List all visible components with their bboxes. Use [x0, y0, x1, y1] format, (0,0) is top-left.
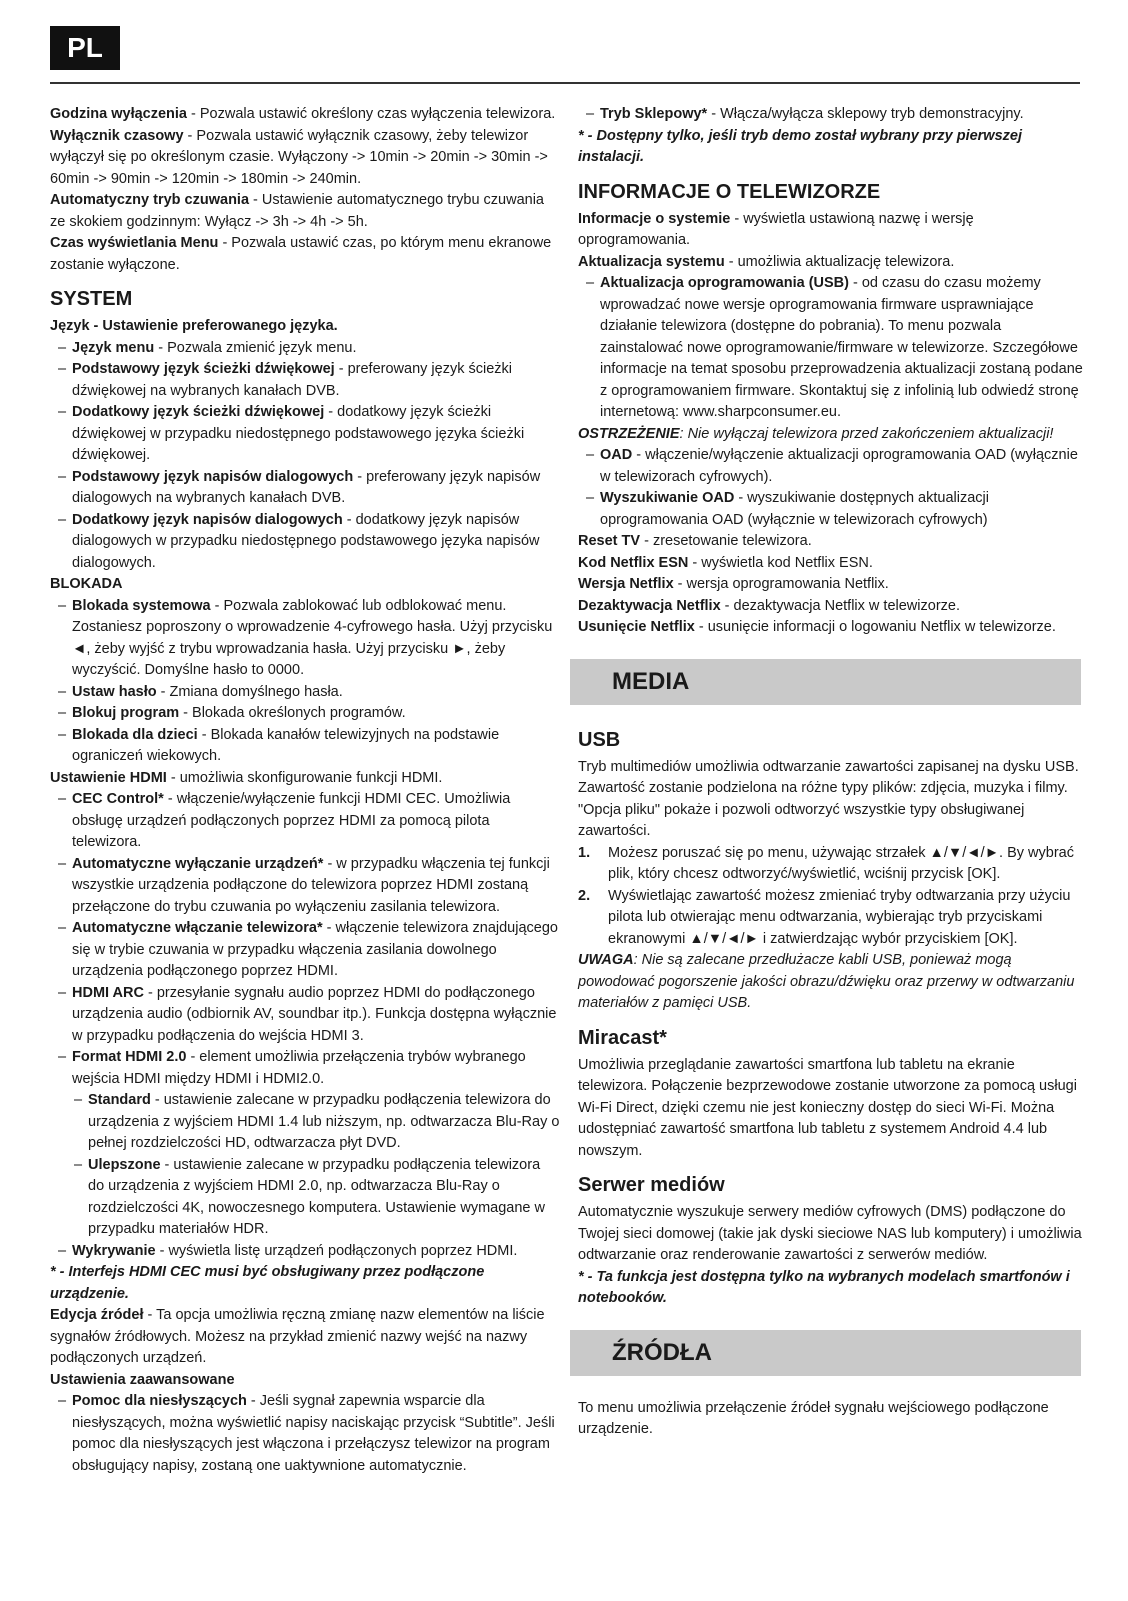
list-item: – OAD - włączenie/wyłączenie aktualizacji oprogramowania OAD (wyłącznie w telewizorach cyfrowych). — [578, 445, 1083, 488]
footnote: * - Ta funkcja jest dostępna tylko na wybranych modelach smartfonów i notebooków. — [578, 1268, 1070, 1306]
left-column — [50, 104, 560, 1477]
paragraph: Dezaktywacja Netflix - dezaktywacja Netflix w telewizorze. — [578, 597, 960, 614]
language-badge: PL — [50, 26, 120, 70]
list-item: – Podstawowy język napisów dialogowych - preferowany język napisów dialogowych na wybranych kanałach DVB. — [50, 467, 560, 510]
paragraph: Automatycznie wyszukuje serwery mediów cyfrowych (DMS) podłączone do Twojej sieci domowej (takie jak dyski sieciowe NAS lub komputery) i umożliwia odtwarzanie oraz renderowanie zawartości z serwerów mediów. — [578, 1204, 1082, 1263]
paragraph: Godzina wyłączenia - Pozwala ustawić określony czas wyłączenia telewizora. — [50, 106, 556, 122]
section-heading-media-server: Serwer mediów — [578, 1174, 725, 1196]
list-item: – Automatyczne wyłączanie urządzeń* - w przypadku włączenia tej funkcji wszystkie urządzenia podłączone do telewizora poprzez HDMI zostaną przełączone do trybu czuwania po wyłączeniu zasilania telewizora. — [50, 854, 560, 919]
paragraph: Czas wyświetlania Menu - Pozwala ustawić czas, po którym menu ekranowe zostanie wyłączone. — [50, 235, 552, 273]
list-subitem: – Standard - ustawienie zalecane w przypadku podłączenia telewizora do urządzenia z wyjściem HDMI 1.4 lub niższym, np. odtwarzacza Blu-Ray o pełnej rozdzielczości HD, odtwarzacza płyt DVD. — [50, 1090, 560, 1155]
header-divider — [50, 82, 1080, 84]
list-item: – Ustaw hasło - Zmiana domyślnego hasła. — [50, 682, 560, 704]
paragraph: Informacje o systemie - wyświetla ustawioną nazwę i wersję oprogramowania. — [578, 210, 974, 248]
list-item: – Wykrywanie - wyświetla listę urządzeń podłączonych poprzez HDMI. — [50, 1241, 560, 1263]
paragraph: Ustawienie HDMI - umożliwia skonfigurowanie funkcji HDMI. — [50, 769, 443, 786]
list-item: – Blokada dla dzieci - Blokada kanałów telewizyjnych na podstawie ograniczeń wiekowych. — [50, 725, 560, 768]
paragraph: Edycja źródeł - Ta opcja umożliwia ręczną zmianę nazw elementów na liście sygnałów źródłowych. Możesz na przykład zmienić nazwy wejść na nazwy podłączonych urządzeń. — [50, 1307, 545, 1366]
section-heading-usb: USB — [578, 728, 621, 751]
list-item: – Dodatkowy język ścieżki dźwiękowej - dodatkowy język ścieżki dźwiękowej w przypadku niedostępnego podstawowego języka ścieżki dźwiękowej. — [50, 402, 560, 467]
numbered-item: 2. Wyświetlając zawartość możesz zmieniać tryby odtwarzania przy użyciu pilota lub otwierając menu odtwarzania, wybierając tryb przyciskami ekranowymi ▲/▼/◄/► i zatwierdzając wybór przyciskiem [OK]. — [578, 887, 1071, 947]
paragraph: Tryb multimediów umożliwia odtwarzanie zawartości zapisanej na dysku USB. Zawartość zostanie podzielona na różne typy plików: zdjęcia, muzyka i filmy. "Opcja pliku" pokaże i pozwoli odtworzyć wszystkie typy obsługiwanej zawartości. — [578, 758, 1079, 839]
paragraph: Aktualizacja systemu - umożliwia aktualizację telewizora. — [578, 253, 955, 270]
paragraph: Automatyczny tryb czuwania - Ustawienie automatycznego trybu czuwania ze skokiem godzinnym: Wyłącz -> 3h -> 4h -> 5h. — [50, 192, 544, 230]
paragraph: Wyłącznik czasowy - Pozwala ustawić wyłącznik czasowy, żeby telewizor wyłączył się po określonym czasie. Wyłączony -> 10min -> 20min -> 30min -> 60min -> 90min -> 120min -> 180min -> 240min. — [50, 127, 548, 187]
paragraph: Język - Ustawienie preferowanego języka. — [50, 318, 338, 334]
list-item: – Język menu - Pozwala zmienić język menu. — [50, 338, 560, 360]
list-item: – Wyszukiwanie OAD - wyszukiwanie dostępnych aktualizacji oprogramowania OAD (wyłącznie w telewizorach cyfrowych) — [578, 488, 1083, 531]
numbered-item: 1. Możesz poruszać się po menu, używając strzałek ▲/▼/◄/►. By wybrać plik, który chcesz odtworzyć/wyświetlić, wciśnij przycisk [OK]. — [578, 844, 1074, 882]
subheading-blokada: BLOKADA — [50, 576, 123, 592]
paragraph: Wersja Netflix - wersja oprogramowania Netflix. — [578, 576, 889, 592]
paragraph: To menu umożliwia przełączenie źródeł sygnału wejściowego podłączone urządzenie. — [578, 1399, 1049, 1437]
note-text: UWAGA: Nie są zalecane przedłużacze kabli USB, ponieważ mogą powodować pogorszenie jakości obrazu/dźwięku oraz przerwy w odtwarzaniu materiałów z pamięci USB. — [578, 952, 1075, 1011]
warning-text: OSTRZEŻENIE: Nie wyłączaj telewizora przed zakończeniem aktualizacji! — [578, 425, 1054, 442]
list-item: – Aktualizacja oprogramowania (USB) - od czasu do czasu możemy wprowadzać nowe wersje oprogramowania firmware usprawniające działanie telewizora (dostępne do pobrania). To menu pozwala zainstalować nowe oprogramowanie/firmware w telewizorze. Szczegółowe informacje na temat sposobu przeprowadzenia aktualizacji zostaną podane z oprogramowaniem firmware. Skontaktuj się z infolinią lub odwiedź stronę internetową: www.sharpconsumer.eu. — [578, 273, 1083, 424]
section-heading-system: SYSTEM — [50, 288, 133, 310]
footnote: * - Dostępny tylko, jeśli tryb demo został wybrany przy pierwszej instalacji. — [578, 127, 1022, 165]
list-item: – Blokuj program - Blokada określonych programów. — [50, 703, 560, 725]
list-item: – Dodatkowy język napisów dialogowych - dodatkowy język napisów dialogowych w przypadku niedostępnego podstawowego języka napisów dialogowych. — [50, 510, 560, 575]
paragraph: Usunięcie Netflix - usunięcie informacji o logowaniu Netflix w telewizorze. — [578, 619, 1056, 635]
list-item: – Blokada systemowa - Pozwala zablokować lub odblokować menu. Zostaniesz poproszony o wprowadzenie 4-cyfrowego hasła. Użyj przycisku ◄, żeby wyjść z trybu wprowadzania hasła. Użyj przycisku ►, żeby wyczyścić. Domyślne hasło to 0000. — [50, 596, 560, 682]
section-band-sources: ŹRÓDŁA — [570, 1330, 1081, 1376]
section-heading-tv-info: INFORMACJE O TELEWIZORZE — [578, 180, 881, 203]
list-subitem: – Ulepszone - ustawienie zalecane w przypadku podłączenia telewizora do urządzenia z wyjściem HDMI 2.0, np. odtwarzacza Blu-Ray o rozdzielczości 4K, nowoczesnego komputera. Ustawienie wymagane w przypadku materiałów HDR. — [50, 1155, 560, 1241]
paragraph: Reset TV - zresetowanie telewizora. — [578, 533, 812, 549]
list-item: – Format HDMI 2.0 - element umożliwia przełączenia trybów wybranego wejścia HDMI między HDMI i HDMI2.0. — [50, 1047, 560, 1090]
list-item: – Automatyczne włączanie telewizora* - włączenie telewizora znajdującego się w trybie czuwania w przypadku włączenia zasilania dowolnego urządzenia podłączonego poprzez HDMI. — [50, 918, 560, 983]
footnote: * - Interfejs HDMI CEC musi być obsługiwany przez podłączone urządzenie. — [50, 1264, 485, 1302]
section-band-media: MEDIA — [570, 659, 1081, 705]
right-column — [578, 104, 1083, 1441]
paragraph: Kod Netflix ESN - wyświetla kod Netflix ESN. — [578, 554, 873, 571]
subheading-advanced: Ustawienia zaawansowane — [50, 1371, 235, 1388]
list-item: – HDMI ARC - przesyłanie sygnału audio poprzez HDMI do podłączonego urządzenia audio (odbiornik AV, soundbar itp.). Funkcja dostępna wyłącznie w przypadku podłączenia do wejścia HDMI 3. — [50, 983, 560, 1048]
paragraph: Umożliwia przeglądanie zawartości smartfona lub tabletu na ekranie telewizora. Połączenie bezprzewodowe zostanie utworzone za pomocą usługi Wi-Fi Direct, dzięki czemu nie jest konieczny dostęp do sieci Wi-Fi. Można udostępniać zawartość smartfona lub tabletu z systemem Android 4.4 lub nowszym. — [578, 1056, 1077, 1159]
list-item: – CEC Control* - włączenie/wyłączenie funkcji HDMI CEC. Umożliwia obsługę urządzeń podłączonych poprzez HDMI za pomocą pilota telewizora. — [50, 789, 560, 854]
list-item: – Pomoc dla niesłyszących - Jeśli sygnał zapewnia wsparcie dla niesłyszących, można wyświetlić napisy naciskając przycisk “Subtitle”. Jeśli pomoc dla niesłyszących jest włączona i przełączysz telewizor na program obsługujący napisy, zostaną one uaktywnione automatycznie. — [50, 1391, 560, 1477]
list-item: – Tryb Sklepowy* - Włącza/wyłącza sklepowy tryb demonstracyjny. — [578, 104, 1083, 126]
section-heading-miracast: Miracast* — [578, 1026, 667, 1049]
list-item: – Podstawowy język ścieżki dźwiękowej - preferowany język ścieżki dźwiękowej na wybranych kanałach DVB. — [50, 359, 560, 402]
